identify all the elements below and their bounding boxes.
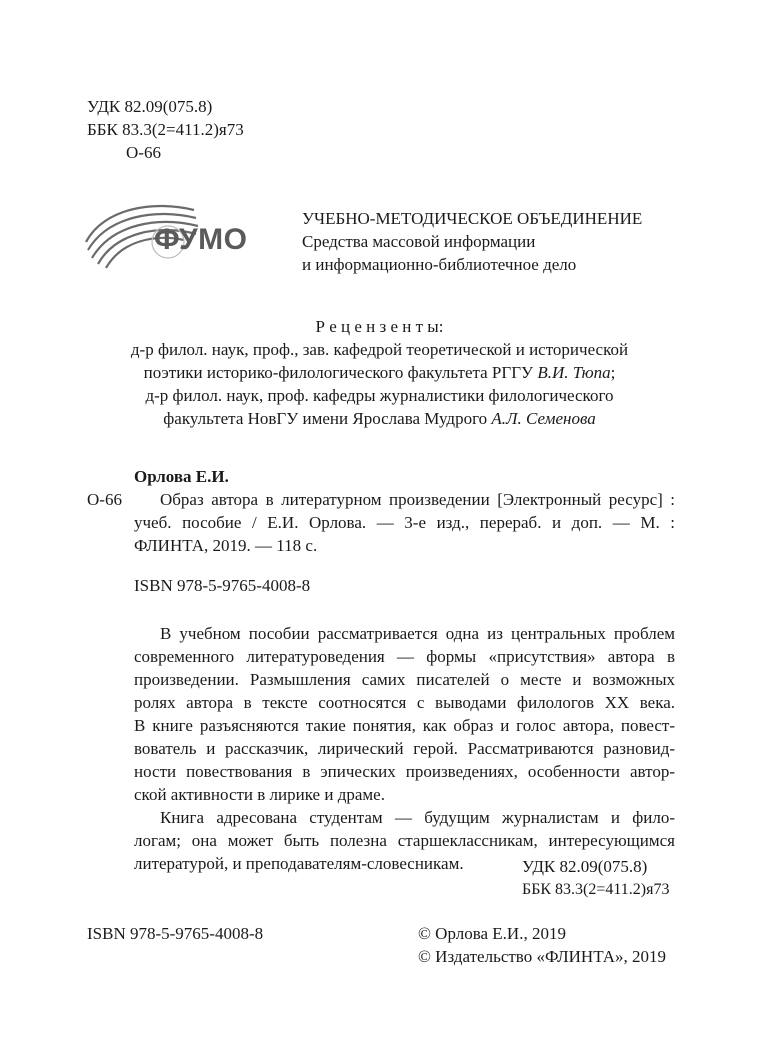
- abstract-line: ролях автора в тексте соотносятся с выводами филологов XX века.: [134, 693, 675, 712]
- bbk-code: ББК 83.3(2=411.2)я73: [87, 120, 244, 139]
- reviewer-1-affiliation: поэтики историко-филологического факультета РГГУ: [143, 363, 534, 382]
- abstract-line: произведении. Размышления самих писателей о месте и возможных: [134, 670, 675, 689]
- reviewer-1-line-1: д-р филол. наук, проф., зав. кафедрой теоретической и исторической: [130, 340, 629, 359]
- abstract-line: современного литературоведения — формы «присутствия» автора в: [134, 647, 675, 666]
- abstract-line: логам; она может быть полезна старшеклассникам, интересующимся: [134, 831, 675, 850]
- bib-line-2: учеб. пособие / Е.И. Орлова. — 3-е изд., перераб. и доп. — М. :: [134, 513, 675, 532]
- fumo-logo-text: ФУМО: [154, 223, 248, 256]
- reviewer-1-line-2: [0, 362, 759, 384]
- footer-isbn: ISBN 978-5-9765-4008-8: [87, 924, 264, 943]
- fumo-line-3: и информационно-библиотечное дело: [302, 255, 577, 274]
- reviewer-2-affiliation: факультета НовГУ имени Ярослава Мудрого: [163, 409, 488, 428]
- reviewers-heading: Р е ц е н з е н т ы:: [315, 317, 444, 336]
- author-mark: О-66: [126, 143, 161, 162]
- bib-mark: О-66: [87, 490, 122, 509]
- copyright-author: © Орлова Е.И., 2019: [418, 924, 566, 943]
- abstract-line: Книга адресована студентам — будущим журналистам и фило-: [160, 808, 675, 827]
- bib-isbn: ISBN 978-5-9765-4008-8: [134, 576, 311, 595]
- abstract-line: литературой, и преподавателям-словесникам.: [134, 854, 464, 873]
- abstract-line: В учебном пособии рассматривается одна из центральных проблем: [160, 624, 675, 643]
- fumo-line-1: УЧЕБНО-МЕТОДИЧЕСКОЕ ОБЪЕДИНЕНИЕ: [302, 209, 643, 228]
- abstract-line: ской активности в лирике и драме.: [134, 785, 385, 804]
- abstract-line: В книге разъясняются такие понятия, как образ и голос автора, повест-: [134, 716, 675, 735]
- bib-line-1: Образ автора в литературном произведении [Электронный ресурс] :: [160, 490, 675, 509]
- reviewer-1-name: В.И. Тюпа: [537, 363, 611, 382]
- reviewer-2-line-2: [0, 408, 759, 430]
- reviewer-2-line-1: д-р филол. наук, проф. кафедры журналистики филологического: [145, 386, 614, 405]
- abstract-bbk: ББК 83.3(2=411.2)я73: [522, 881, 670, 898]
- reviewer-2-name: А.Л. Семенова: [491, 409, 596, 428]
- abstract-line: ности повествования в эпических произведениях, особенности автор-: [134, 762, 675, 781]
- udk-code: УДК 82.09(075.8): [87, 97, 213, 116]
- abstract-udk: УДК 82.09(075.8): [522, 857, 648, 876]
- fumo-line-2: Средства массовой информации: [302, 232, 536, 251]
- bib-line-3: ФЛИНТА, 2019. — 118 с.: [134, 536, 318, 555]
- reviewer-1-end: ;: [610, 363, 616, 382]
- copyright-publisher: © Издательство «ФЛИНТА», 2019: [418, 947, 667, 966]
- bib-author: Орлова Е.И.: [134, 467, 229, 486]
- fumo-logo: [84, 200, 284, 272]
- abstract-line: вователь и рассказчик, лирический герой. Рассматриваются разновид-: [134, 739, 675, 758]
